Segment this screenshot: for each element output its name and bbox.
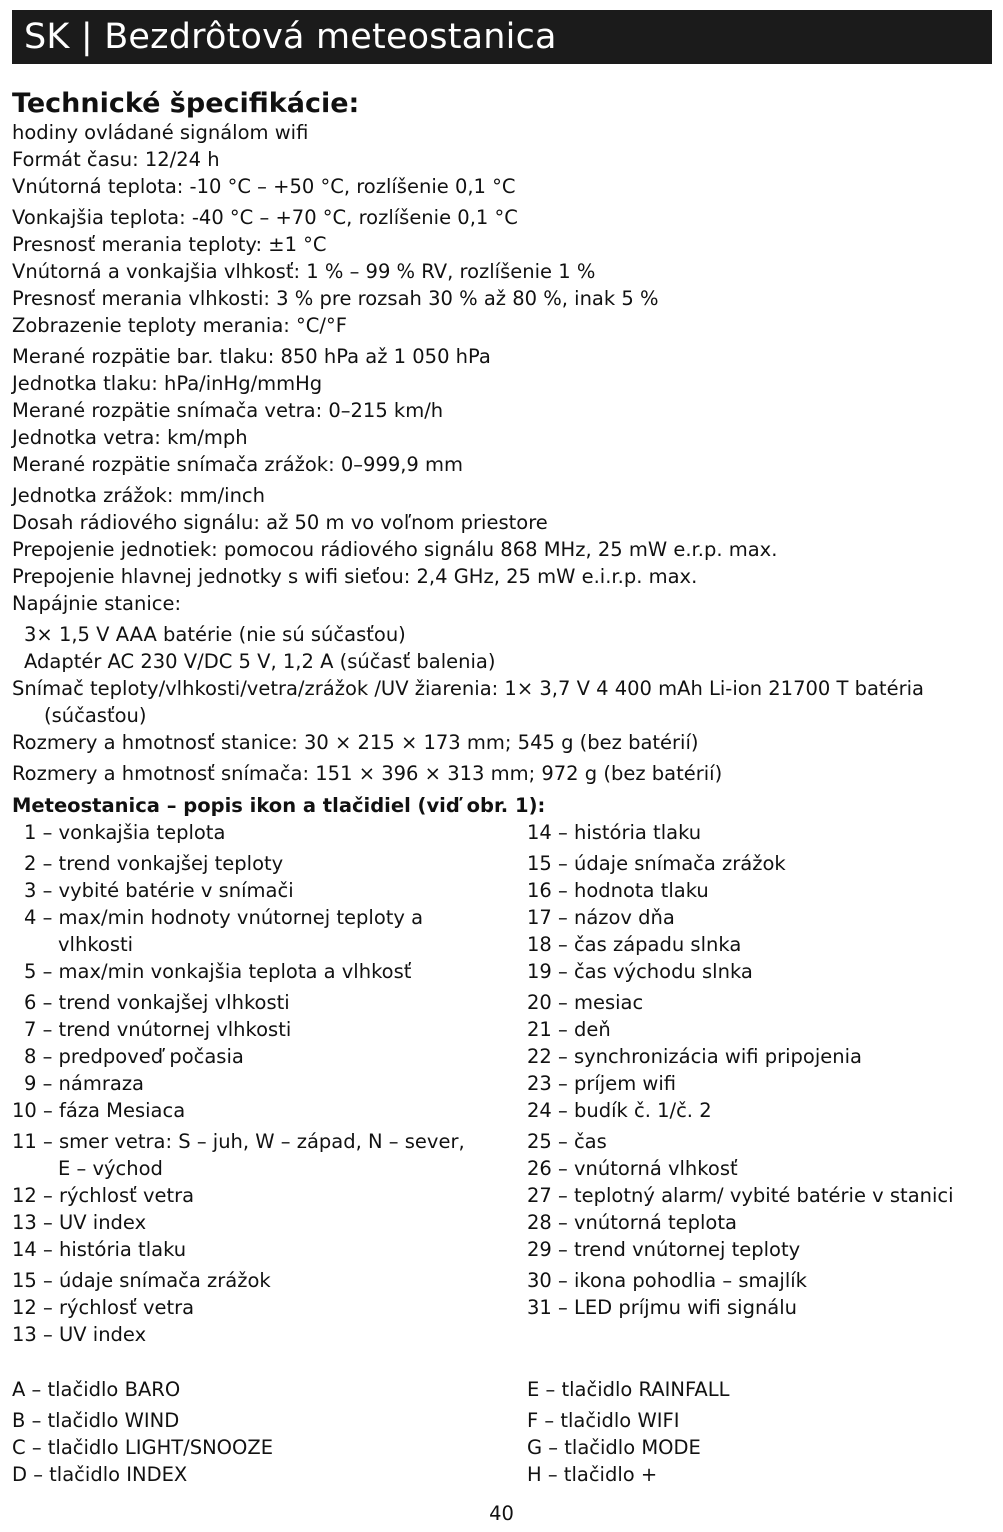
icon-list-item: 21 – deň xyxy=(527,1018,611,1041)
icon-list-item: 26 – vnútorná vlhkosť xyxy=(527,1157,738,1180)
button-list-item: E – tlačidlo RAINFALL xyxy=(527,1378,730,1401)
icon-list-item: 12 – rýchlosť vetra xyxy=(12,1296,195,1319)
icon-list-item: 17 – názov dňa xyxy=(527,906,675,929)
icon-list-item: 14 – história tlaku xyxy=(527,821,702,844)
icon-list-item: 12 – rýchlosť vetra xyxy=(12,1184,195,1207)
icon-list-item: 11 – smer vetra: S – juh, W – západ, N – sever, xyxy=(12,1130,465,1153)
spec-line: Merané rozpätie snímača vetra: 0–215 km/h xyxy=(12,399,444,422)
icon-list-item: 31 – LED príjmu wifi signálu xyxy=(527,1296,798,1319)
spec-line: Presnosť merania vlhkosti: 3 % pre rozsah 30 % až 80 %, inak 5 % xyxy=(12,287,659,310)
spec-line: 3× 1,5 V AAA batérie (nie sú súčasťou) xyxy=(24,623,406,646)
icon-list-item: 16 – hodnota tlaku xyxy=(527,879,709,902)
button-list-item: D – tlačidlo INDEX xyxy=(12,1463,188,1486)
icon-list-item: vlhkosti xyxy=(58,933,134,956)
button-list-item: G – tlačidlo MODE xyxy=(527,1436,701,1459)
spec-line: Rozmery a hmotnosť snímača: 151 × 396 × 313 mm; 972 g (bez batérií) xyxy=(12,762,723,785)
icon-list-item: 7 – trend vnútornej vlhkosti xyxy=(24,1018,292,1041)
icons-section-title: Meteostanica – popis ikon a tlačidiel (viď obr. 1): xyxy=(12,794,546,817)
spec-line: Rozmery a hmotnosť stanice: 30 × 215 × 173 mm; 545 g (bez batérií) xyxy=(12,731,699,754)
icon-list-item: 5 – max/min vonkajšia teplota a vlhkosť xyxy=(24,960,412,983)
button-list-item: B – tlačidlo WIND xyxy=(12,1409,180,1432)
spec-line: Adaptér AC 230 V/DC 5 V, 1,2 A (súčasť balenia) xyxy=(24,650,496,673)
icon-list-item: 28 – vnútorná teplota xyxy=(527,1211,737,1234)
button-list-item: H – tlačidlo + xyxy=(527,1463,658,1486)
icon-list-item: 15 – údaje snímača zrážok xyxy=(527,852,786,875)
header-bar xyxy=(12,10,992,64)
spec-line: Prepojenie jednotiek: pomocou rádiového signálu 868 MHz, 25 mW e.r.p. max. xyxy=(12,538,778,561)
spec-line: Zobrazenie teploty merania: °C/°F xyxy=(12,314,347,337)
spec-line: Vonkajšia teplota: -40 °C – +70 °C, rozlíšenie 0,1 °C xyxy=(12,206,518,229)
icon-list-item: E – východ xyxy=(58,1157,163,1180)
spec-line: Jednotka tlaku: hPa/inHg/mmHg xyxy=(12,372,323,395)
spec-line: Formát času: 12/24 h xyxy=(12,148,220,171)
icon-list-item: 2 – trend vonkajšej teploty xyxy=(24,852,284,875)
icon-list-item: 13 – UV index xyxy=(12,1323,147,1346)
spec-line: Vnútorná a vonkajšia vlhkosť: 1 % – 99 % RV, rozlíšenie 1 % xyxy=(12,260,596,283)
page-number: 40 xyxy=(489,1502,514,1525)
spec-line: Prepojenie hlavnej jednotky s wifi sieťou: 2,4 GHz, 25 mW e.i.r.p. max. xyxy=(12,565,698,588)
icon-list-item: 4 – max/min hodnoty vnútornej teploty a xyxy=(24,906,424,929)
icon-list-item: 9 – námraza xyxy=(24,1072,145,1095)
icon-list-item: 22 – synchronizácia wifi pripojenia xyxy=(527,1045,862,1068)
spec-line: Jednotka zrážok: mm/inch xyxy=(12,484,266,507)
specs-title: Technické špecifikácie: xyxy=(12,88,360,119)
spec-line: Snímač teploty/vlhkosti/vetra/zrážok /UV žiarenia: 1× 3,7 V 4 400 mAh Li-ion 21700 T batéria xyxy=(12,677,924,700)
spec-line: Merané rozpätie bar. tlaku: 850 hPa až 1 050 hPa xyxy=(12,345,491,368)
icon-list-item: 27 – teplotný alarm/ vybité batérie v stanici xyxy=(527,1184,954,1207)
icon-list-item: 29 – trend vnútornej teploty xyxy=(527,1238,801,1261)
icon-list-item: 6 – trend vonkajšej vlhkosti xyxy=(24,991,290,1014)
spec-line: hodiny ovládané signálom wifi xyxy=(12,121,309,144)
button-list-item: C – tlačidlo LIGHT/SNOOZE xyxy=(12,1436,274,1459)
icon-list-item: 19 – čas východu slnka xyxy=(527,960,753,983)
icon-list-item: 23 – príjem wifi xyxy=(527,1072,677,1095)
icon-list-item: 14 – história tlaku xyxy=(12,1238,187,1261)
button-list-item: A – tlačidlo BARO xyxy=(12,1378,181,1401)
spec-line: Jednotka vetra: km/mph xyxy=(12,426,248,449)
icon-list-item: 10 – fáza Mesiaca xyxy=(12,1099,186,1122)
icon-list-item: 1 – vonkajšia teplota xyxy=(24,821,226,844)
spec-line: Merané rozpätie snímača zrážok: 0–999,9 mm xyxy=(12,453,464,476)
spec-line: Dosah rádiového signálu: až 50 m vo voľnom priestore xyxy=(12,511,548,534)
icon-list-item: 20 – mesiac xyxy=(527,991,644,1014)
icon-list-item: 30 – ikona pohodlia – smajlík xyxy=(527,1269,807,1292)
button-list-item: F – tlačidlo WIFI xyxy=(527,1409,680,1432)
spec-line: Vnútorná teplota: -10 °C – +50 °C, rozlíšenie 0,1 °C xyxy=(12,175,516,198)
spec-line: (súčasťou) xyxy=(44,704,147,727)
icon-list-item: 3 – vybité batérie v snímači xyxy=(24,879,294,902)
spec-line: Presnosť merania teploty: ±1 °C xyxy=(12,233,327,256)
icon-list-item: 18 – čas západu slnka xyxy=(527,933,742,956)
spec-line: Napájnie stanice: xyxy=(12,592,182,615)
icon-list-item: 13 – UV index xyxy=(12,1211,147,1234)
header-title: SK | Bezdrôtová meteostanica xyxy=(24,17,557,57)
icon-list-item: 24 – budík č. 1/č. 2 xyxy=(527,1099,712,1122)
icon-list-item: 15 – údaje snímača zrážok xyxy=(12,1269,271,1292)
icon-list-item: 25 – čas xyxy=(527,1130,607,1153)
icon-list-item: 8 – predpoveď počasia xyxy=(24,1045,244,1068)
